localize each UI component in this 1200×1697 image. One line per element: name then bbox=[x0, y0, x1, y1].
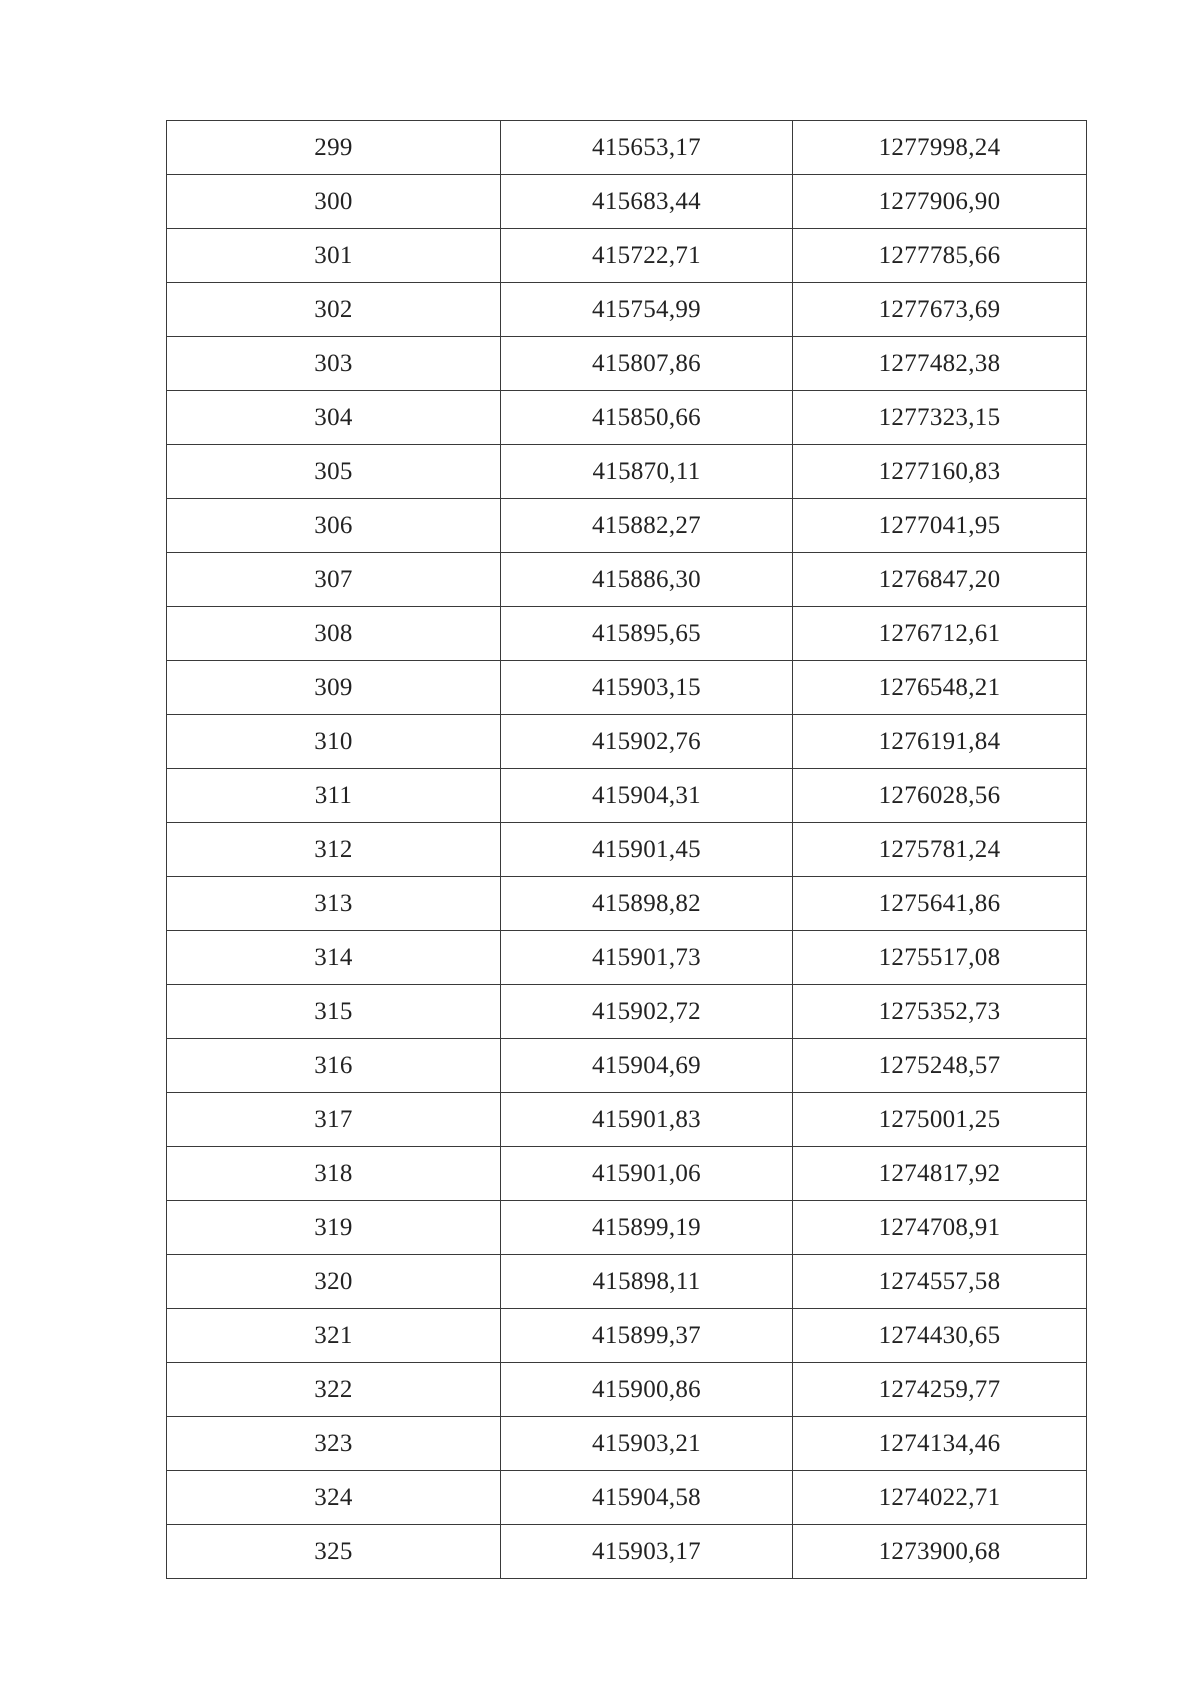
y-coordinate-cell: 1274708,91 bbox=[793, 1201, 1087, 1255]
table-row bbox=[167, 1093, 1087, 1147]
x-coordinate-cell: 415901,73 bbox=[501, 931, 793, 985]
point-number-cell: 299 bbox=[167, 121, 501, 175]
point-number-cell: 303 bbox=[167, 337, 501, 391]
point-number-cell: 310 bbox=[167, 715, 501, 769]
point-number-cell: 314 bbox=[167, 931, 501, 985]
table-row bbox=[167, 715, 1087, 769]
point-number-cell: 311 bbox=[167, 769, 501, 823]
x-coordinate-cell: 415903,17 bbox=[501, 1525, 793, 1579]
x-coordinate-cell: 415902,76 bbox=[501, 715, 793, 769]
point-number-cell: 305 bbox=[167, 445, 501, 499]
x-coordinate-cell: 415904,58 bbox=[501, 1471, 793, 1525]
x-coordinate-cell: 415904,69 bbox=[501, 1039, 793, 1093]
y-coordinate-cell: 1277785,66 bbox=[793, 229, 1087, 283]
x-coordinate-cell: 415903,21 bbox=[501, 1417, 793, 1471]
y-coordinate-cell: 1275641,86 bbox=[793, 877, 1087, 931]
x-coordinate-cell: 415901,83 bbox=[501, 1093, 793, 1147]
x-coordinate-cell: 415903,15 bbox=[501, 661, 793, 715]
table-row bbox=[167, 823, 1087, 877]
table-row bbox=[167, 553, 1087, 607]
table-row bbox=[167, 175, 1087, 229]
table-row bbox=[167, 607, 1087, 661]
point-number-cell: 320 bbox=[167, 1255, 501, 1309]
x-coordinate-cell: 415754,99 bbox=[501, 283, 793, 337]
table-row bbox=[167, 1417, 1087, 1471]
x-coordinate-cell: 415722,71 bbox=[501, 229, 793, 283]
y-coordinate-cell: 1275248,57 bbox=[793, 1039, 1087, 1093]
point-number-cell: 302 bbox=[167, 283, 501, 337]
point-number-cell: 316 bbox=[167, 1039, 501, 1093]
point-number-cell: 308 bbox=[167, 607, 501, 661]
point-number-cell: 319 bbox=[167, 1201, 501, 1255]
table-row bbox=[167, 931, 1087, 985]
table-row bbox=[167, 1255, 1087, 1309]
table-row bbox=[167, 499, 1087, 553]
y-coordinate-cell: 1274430,65 bbox=[793, 1309, 1087, 1363]
table-row bbox=[167, 229, 1087, 283]
table-row bbox=[167, 877, 1087, 931]
x-coordinate-cell: 415807,86 bbox=[501, 337, 793, 391]
point-number-cell: 318 bbox=[167, 1147, 501, 1201]
y-coordinate-cell: 1276191,84 bbox=[793, 715, 1087, 769]
point-number-cell: 307 bbox=[167, 553, 501, 607]
y-coordinate-cell: 1277041,95 bbox=[793, 499, 1087, 553]
table-row bbox=[167, 1039, 1087, 1093]
y-coordinate-cell: 1277906,90 bbox=[793, 175, 1087, 229]
y-coordinate-cell: 1277160,83 bbox=[793, 445, 1087, 499]
x-coordinate-cell: 415882,27 bbox=[501, 499, 793, 553]
table-row bbox=[167, 1363, 1087, 1417]
x-coordinate-cell: 415904,31 bbox=[501, 769, 793, 823]
y-coordinate-cell: 1276028,56 bbox=[793, 769, 1087, 823]
table-row bbox=[167, 661, 1087, 715]
y-coordinate-cell: 1274817,92 bbox=[793, 1147, 1087, 1201]
x-coordinate-cell: 415898,11 bbox=[501, 1255, 793, 1309]
y-coordinate-cell: 1275001,25 bbox=[793, 1093, 1087, 1147]
x-coordinate-cell: 415870,11 bbox=[501, 445, 793, 499]
point-number-cell: 323 bbox=[167, 1417, 501, 1471]
point-number-cell: 300 bbox=[167, 175, 501, 229]
y-coordinate-cell: 1276847,20 bbox=[793, 553, 1087, 607]
point-number-cell: 324 bbox=[167, 1471, 501, 1525]
x-coordinate-cell: 415653,17 bbox=[501, 121, 793, 175]
x-coordinate-cell: 415901,06 bbox=[501, 1147, 793, 1201]
y-coordinate-cell: 1277323,15 bbox=[793, 391, 1087, 445]
point-number-cell: 309 bbox=[167, 661, 501, 715]
table-row bbox=[167, 121, 1087, 175]
y-coordinate-cell: 1273900,68 bbox=[793, 1525, 1087, 1579]
y-coordinate-cell: 1277482,38 bbox=[793, 337, 1087, 391]
y-coordinate-cell: 1274557,58 bbox=[793, 1255, 1087, 1309]
point-number-cell: 312 bbox=[167, 823, 501, 877]
x-coordinate-cell: 415683,44 bbox=[501, 175, 793, 229]
x-coordinate-cell: 415898,82 bbox=[501, 877, 793, 931]
y-coordinate-cell: 1275517,08 bbox=[793, 931, 1087, 985]
table-row bbox=[167, 1147, 1087, 1201]
table-row bbox=[167, 337, 1087, 391]
x-coordinate-cell: 415895,65 bbox=[501, 607, 793, 661]
y-coordinate-cell: 1274134,46 bbox=[793, 1417, 1087, 1471]
table-row bbox=[167, 1309, 1087, 1363]
y-coordinate-cell: 1274022,71 bbox=[793, 1471, 1087, 1525]
point-number-cell: 325 bbox=[167, 1525, 501, 1579]
table-row bbox=[167, 985, 1087, 1039]
point-number-cell: 313 bbox=[167, 877, 501, 931]
point-number-cell: 304 bbox=[167, 391, 501, 445]
table-row bbox=[167, 1525, 1087, 1579]
table-row bbox=[167, 391, 1087, 445]
point-number-cell: 322 bbox=[167, 1363, 501, 1417]
y-coordinate-cell: 1276548,21 bbox=[793, 661, 1087, 715]
x-coordinate-cell: 415850,66 bbox=[501, 391, 793, 445]
table-row bbox=[167, 445, 1087, 499]
coordinates-table bbox=[166, 120, 1087, 1579]
table-row bbox=[167, 1471, 1087, 1525]
coordinates-table-body bbox=[167, 121, 1087, 1579]
y-coordinate-cell: 1275781,24 bbox=[793, 823, 1087, 877]
y-coordinate-cell: 1275352,73 bbox=[793, 985, 1087, 1039]
x-coordinate-cell: 415902,72 bbox=[501, 985, 793, 1039]
point-number-cell: 306 bbox=[167, 499, 501, 553]
y-coordinate-cell: 1277673,69 bbox=[793, 283, 1087, 337]
point-number-cell: 317 bbox=[167, 1093, 501, 1147]
point-number-cell: 321 bbox=[167, 1309, 501, 1363]
y-coordinate-cell: 1274259,77 bbox=[793, 1363, 1087, 1417]
x-coordinate-cell: 415900,86 bbox=[501, 1363, 793, 1417]
point-number-cell: 301 bbox=[167, 229, 501, 283]
point-number-cell: 315 bbox=[167, 985, 501, 1039]
y-coordinate-cell: 1277998,24 bbox=[793, 121, 1087, 175]
x-coordinate-cell: 415899,19 bbox=[501, 1201, 793, 1255]
table-row bbox=[167, 769, 1087, 823]
x-coordinate-cell: 415901,45 bbox=[501, 823, 793, 877]
x-coordinate-cell: 415899,37 bbox=[501, 1309, 793, 1363]
table-row bbox=[167, 1201, 1087, 1255]
table-row bbox=[167, 283, 1087, 337]
x-coordinate-cell: 415886,30 bbox=[501, 553, 793, 607]
y-coordinate-cell: 1276712,61 bbox=[793, 607, 1087, 661]
